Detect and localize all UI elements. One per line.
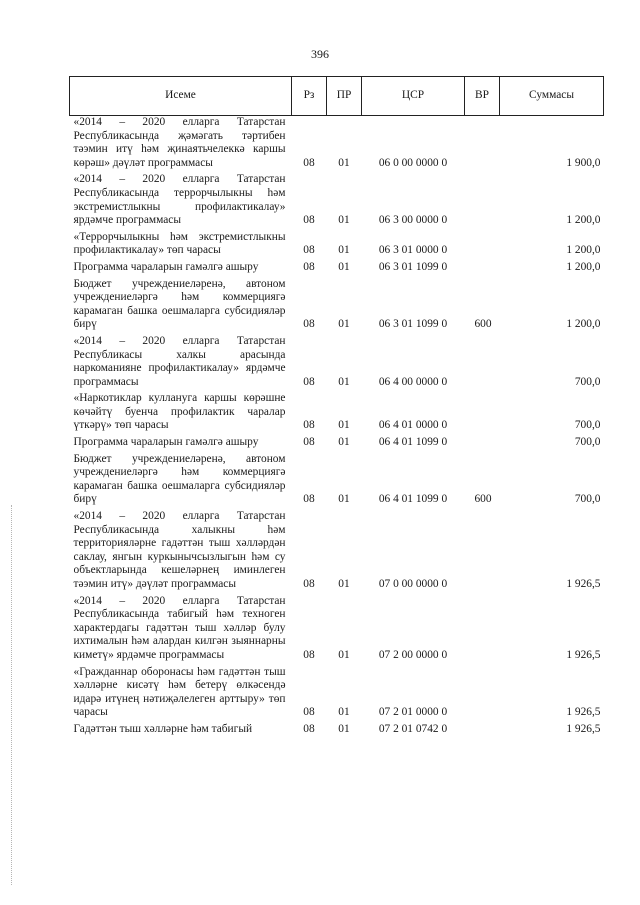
row-sum: 700,0	[574, 375, 601, 388]
row-pr: 01	[338, 436, 350, 449]
row-sum: 700,0	[574, 493, 601, 506]
row-name: «Наркотиклар кулланугa каршы көрәшне көчәйтү буенча профилактик чаралар үткәрү» төп чарасы	[73, 392, 286, 432]
row-name: «Гражданнар оборонасы һәм гадәттән тыш хәлләрне кисәтү һәм бетерү өлкәсендә идарә итүнең нәтиҗәлелеген арттыру» төп чарасы	[73, 665, 286, 719]
table-row	[70, 453, 604, 510]
row-vr	[465, 436, 500, 453]
table-row	[70, 392, 604, 436]
table-body	[70, 116, 604, 740]
budget-table	[69, 76, 604, 740]
table-row	[70, 510, 604, 595]
row-pr: 01	[338, 244, 350, 257]
header-csr: ЦСР	[362, 77, 465, 116]
table-row	[70, 278, 604, 335]
row-pr: 01	[338, 493, 350, 506]
row-vr	[465, 392, 500, 436]
row-pr: 01	[338, 318, 350, 331]
table-row	[70, 116, 604, 174]
row-rz: 08	[303, 578, 315, 590]
table-row	[70, 666, 604, 723]
row-pr: 01	[338, 260, 350, 273]
row-rz: 08	[303, 722, 315, 735]
row-rz: 08	[303, 648, 315, 661]
row-vr	[465, 231, 500, 261]
row-csr: 07 0 00 0000 0	[378, 578, 448, 590]
row-vr	[465, 261, 500, 278]
margin-dotted-line	[11, 505, 13, 885]
row-sum: 700,0	[574, 436, 601, 449]
row-name: «2014 – 2020 елларга Татарстан Республикасында җәмәгать тәртибен тәэмин итү һәм җинаятьчелеккә каршы көрәш» дәүләт программасы	[73, 116, 286, 169]
row-vr	[465, 335, 500, 392]
row-csr: 06 0 00 0000 0	[378, 156, 448, 169]
table-row	[70, 231, 604, 261]
row-name: Бюджет учреждениеләренә, автоном учреждениеләргә һәм коммерциягә карамаган башка оешмаларга субсидияләр бирү	[73, 277, 286, 331]
row-sum: 1 200,0	[566, 318, 601, 331]
row-rz: 08	[303, 706, 315, 719]
row-rz: 08	[303, 375, 315, 388]
row-rz: 08	[303, 318, 315, 331]
row-pr: 01	[338, 722, 350, 735]
row-csr: 07 2 00 0000 0	[378, 648, 448, 661]
row-rz: 08	[303, 244, 315, 257]
row-pr: 01	[338, 419, 350, 432]
row-csr: 06 4 01 0000 0	[378, 419, 448, 432]
row-name: «2014 – 2020 елларга Татарстан Республикасы халкы арасында наркоманияне профилактикалау» ярдәмче программасы	[73, 334, 286, 388]
row-name: Бюджет учреждениеләренә, автоном учреждениеләргә һәм коммерциягә карамаган башка оешмаларга субсидияләр бирү	[73, 452, 286, 506]
row-name: «2014 – 2020 елларга Татарстан Республикасында халыкны һәм территорияләрне гадәттән тыш хәлләрдән саклау, янгын куркынычсызлыгын һәм су объектларында кешеләрнең иминлеген тәэмин итү» дәүләт программасы	[73, 510, 286, 590]
header-rz: Рз	[292, 77, 327, 116]
row-name: Программа чараларын гамәлгә ашыру	[73, 260, 259, 273]
table-row	[70, 173, 604, 230]
row-rz: 08	[303, 260, 315, 273]
row-name: «Террорчылыкны һәм экстремистлыкны профилактикалау» төп чарасы	[73, 230, 286, 257]
row-pr: 01	[338, 578, 350, 590]
row-vr: 600	[474, 493, 492, 506]
row-csr: 06 3 01 0000 0	[378, 244, 448, 257]
row-sum: 1 926,5	[566, 648, 601, 661]
row-name: Программа чараларын гамәлгә ашыру	[73, 436, 259, 449]
header-sum: Суммасы	[500, 77, 604, 116]
row-csr: 06 4 01 1099 0	[378, 493, 448, 506]
row-sum: 1 926,5	[566, 578, 601, 590]
row-rz: 08	[303, 493, 315, 506]
row-sum: 1 200,0	[566, 214, 601, 227]
row-sum: 1 900,0	[566, 156, 601, 169]
row-rz: 08	[303, 214, 315, 227]
row-name: Гадәттән тыш хәлләрне һәм табигый	[73, 722, 253, 735]
row-sum: 1 926,5	[566, 706, 601, 719]
table-row	[70, 335, 604, 392]
row-vr	[465, 723, 500, 740]
table-row	[70, 436, 604, 453]
header-pr: ПР	[327, 77, 362, 116]
row-csr: 06 4 01 1099 0	[378, 436, 448, 449]
row-sum: 1 200,0	[566, 244, 601, 257]
row-pr: 01	[338, 706, 350, 719]
row-pr: 01	[338, 156, 350, 169]
row-vr	[465, 510, 500, 595]
table-row	[70, 723, 604, 740]
row-pr: 01	[338, 375, 350, 388]
row-vr	[465, 666, 500, 723]
row-sum: 1 926,5	[566, 722, 601, 735]
row-name: «2014 – 2020 елларга Татарстан Республикасында табигый һәм техноген характердагы гадәттән тыш хәлләр булу ихтималын һәм алардан килгән зыяннарны киметү» ярдәмче программасы	[73, 594, 286, 661]
row-csr: 06 3 00 0000 0	[378, 214, 448, 227]
row-sum: 700,0	[574, 419, 601, 432]
table-row	[70, 261, 604, 278]
row-csr: 07 2 01 0000 0	[378, 706, 448, 719]
row-pr: 01	[338, 648, 350, 661]
header-row	[70, 77, 604, 116]
table-header	[70, 77, 604, 116]
row-name: «2014 – 2020 елларга Татарстан Республикасында террорчылыкны һәм экстремистлыкны профилактикалау» ярдәмче программасы	[73, 173, 286, 227]
header-vr: ВР	[465, 77, 500, 116]
header-name: Исеме	[70, 77, 292, 116]
table-row	[70, 595, 604, 666]
row-vr	[465, 116, 500, 174]
page-number: 396	[311, 47, 329, 61]
row-rz: 08	[303, 156, 315, 169]
row-csr: 07 2 01 0742 0	[378, 722, 448, 735]
row-sum: 1 200,0	[566, 260, 601, 273]
row-rz: 08	[303, 419, 315, 432]
row-vr	[465, 595, 500, 666]
row-vr	[465, 173, 500, 230]
row-rz: 08	[303, 436, 315, 449]
row-csr: 06 3 01 1099 0	[378, 260, 448, 273]
row-vr: 600	[474, 318, 492, 331]
row-csr: 06 3 01 1099 0	[378, 318, 448, 331]
row-pr: 01	[338, 214, 350, 227]
row-csr: 06 4 00 0000 0	[378, 375, 448, 388]
